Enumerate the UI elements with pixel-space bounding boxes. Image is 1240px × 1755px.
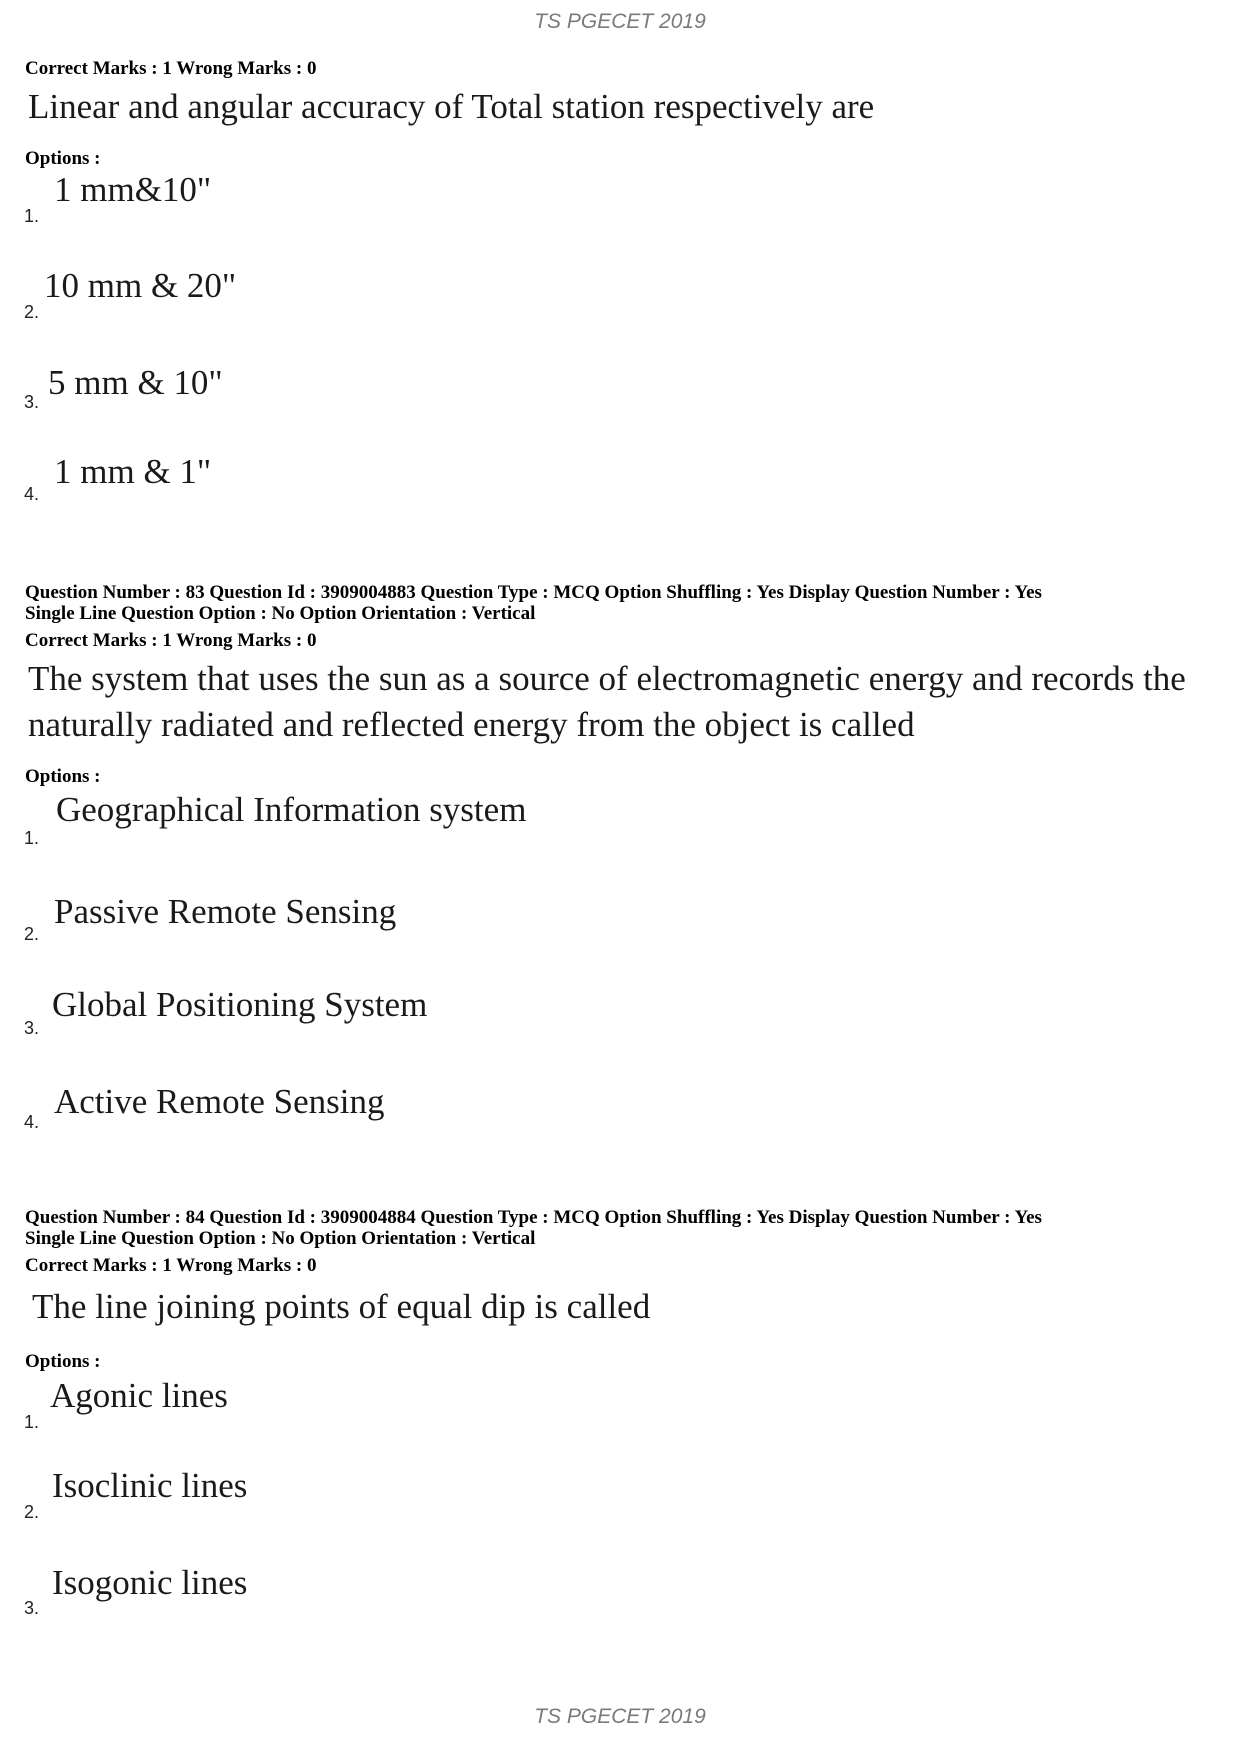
option-text: Passive Remote Sensing: [54, 892, 397, 931]
option-number: 4.: [24, 1112, 40, 1132]
q84-meta-line1: Question Number : 84 Question Id : 3909004884 Question Type : MCQ Option Shuffling : Yes Display Question Number : Yes: [25, 1207, 1042, 1228]
option-text: Isoclinic lines: [52, 1466, 248, 1505]
q84-question-text: The line joining points of equal dip is called: [32, 1287, 651, 1326]
option-number: 3.: [24, 1598, 40, 1618]
option-number: 2.: [24, 302, 40, 322]
q83-meta-line2: Single Line Question Option : No Option Orientation : Vertical: [25, 603, 536, 624]
option-number: 1.: [24, 828, 40, 848]
option-text: Global Positioning System: [52, 985, 428, 1024]
option-text: Isogonic lines: [52, 1563, 248, 1602]
option-text: 10 mm & 20": [44, 266, 237, 305]
option-text: 5 mm & 10": [48, 363, 223, 402]
option-number: 1.: [24, 206, 40, 226]
option-number: 2.: [24, 924, 40, 944]
option-number: 2.: [24, 1502, 40, 1522]
option-text: Agonic lines: [50, 1376, 228, 1415]
option-number: 1.: [24, 1412, 40, 1432]
q84-options-label: Options :: [25, 1351, 101, 1372]
option-text: Active Remote Sensing: [54, 1082, 385, 1121]
page-header: TS PGECET 2019: [534, 10, 706, 33]
page-footer: TS PGECET 2019: [534, 1705, 706, 1728]
q83-options-label: Options :: [25, 766, 101, 787]
q84-meta-line2: Single Line Question Option : No Option Orientation : Vertical: [25, 1228, 536, 1249]
q82-options-label: Options :: [25, 148, 101, 169]
q83-question-text-line2: naturally radiated and reflected energy from the object is called: [28, 705, 915, 744]
option-number: 3.: [24, 1018, 40, 1038]
option-number: 3.: [24, 392, 40, 412]
q84-marks: Correct Marks : 1 Wrong Marks : 0: [25, 1255, 317, 1276]
q82-question-text: Linear and angular accuracy of Total station respectively are: [28, 87, 875, 126]
option-text: 1 mm&10": [54, 170, 212, 209]
option-text: 1 mm & 1": [54, 452, 212, 491]
q83-meta-line1: Question Number : 83 Question Id : 3909004883 Question Type : MCQ Option Shuffling : Yes Display Question Number : Yes: [25, 582, 1042, 603]
option-number: 4.: [24, 484, 40, 504]
q82-marks: Correct Marks : 1 Wrong Marks : 0: [25, 58, 317, 79]
q83-marks: Correct Marks : 1 Wrong Marks : 0: [25, 630, 317, 651]
option-text: Geographical Information system: [56, 790, 527, 829]
q83-question-text-line1: The system that uses the sun as a source of electromagnetic energy and records the: [28, 659, 1186, 698]
